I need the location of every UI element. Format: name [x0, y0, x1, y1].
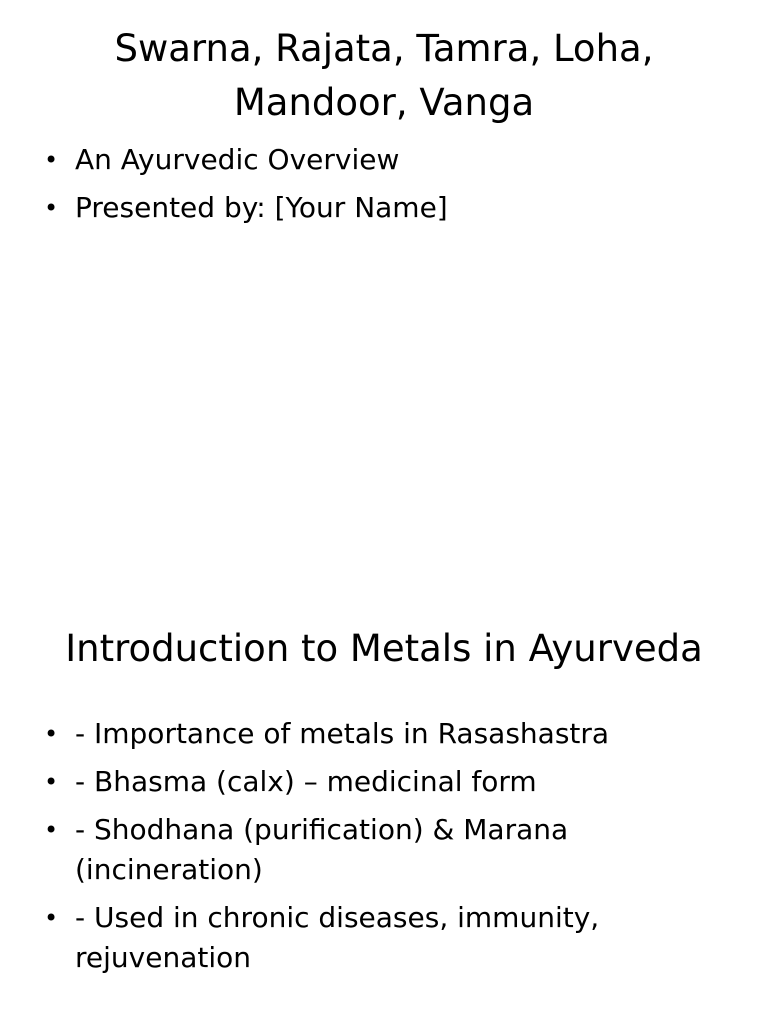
bullet-text: - Importance of metals in Rasashastra — [75, 717, 610, 750]
bullet-icon: • — [44, 146, 59, 174]
bullet-icon: • — [44, 194, 59, 222]
bullet-text: - Shodhana (purification) & Marana (incineration) — [75, 813, 569, 886]
slide-title: Swarna, Rajata, Tamra, Loha, Mandoor, Vanga — [114, 27, 654, 124]
bullet-item — [42, 140, 702, 180]
bullet-icon: • — [44, 720, 59, 748]
bullet-item — [42, 762, 702, 802]
slide-title: Introduction to Metals in Ayurveda — [65, 627, 703, 670]
bullet-item — [42, 810, 702, 890]
bullet-text: - Used in chronic diseases, immunity, rejuvenation — [75, 901, 600, 974]
bullet-text: Presented by: [Your Name] — [75, 191, 448, 224]
bullet-list — [42, 714, 702, 986]
slide-2 — [0, 576, 768, 1024]
bullet-item — [42, 188, 702, 228]
bullet-icon: • — [44, 816, 59, 844]
bullet-item — [42, 714, 702, 754]
bullet-text: - Bhasma (calx) – medicinal form — [75, 765, 537, 798]
bullet-item — [42, 898, 702, 978]
bullet-list — [42, 140, 702, 236]
bullet-icon: • — [44, 768, 59, 796]
bullet-text: An Ayurvedic Overview — [75, 143, 400, 176]
bullet-icon: • — [44, 904, 59, 932]
